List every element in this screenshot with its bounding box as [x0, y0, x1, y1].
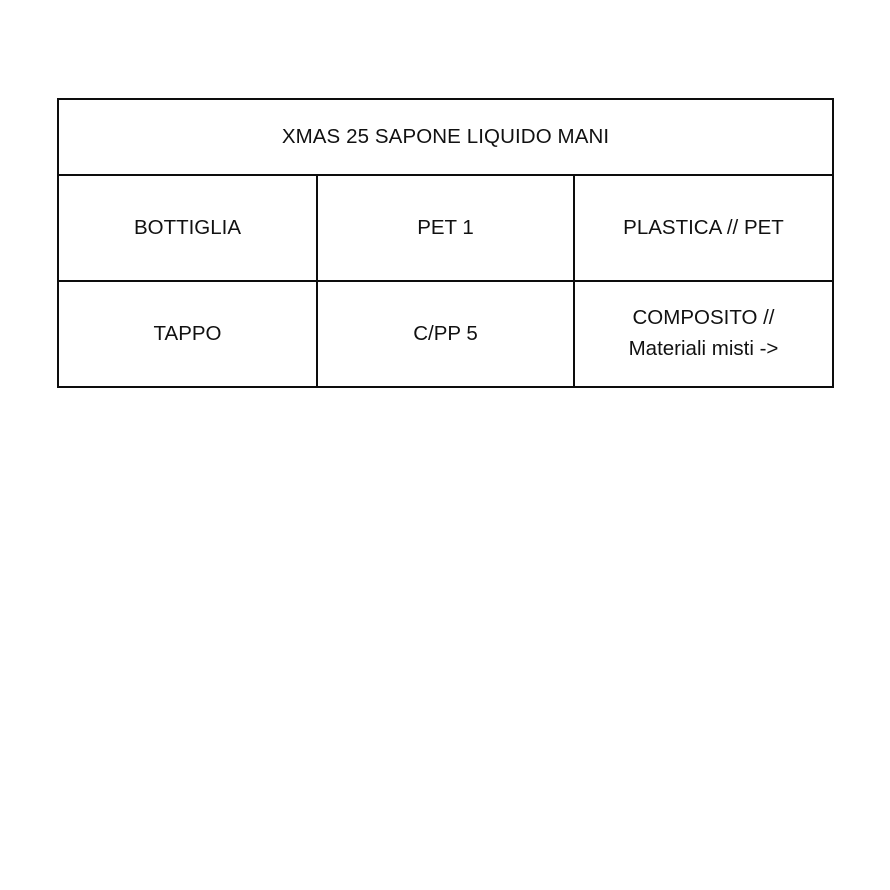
disposal-instruction-line1: PLASTICA // PET [623, 215, 784, 239]
disposal-instruction-line1: COMPOSITO // [632, 306, 775, 330]
disposal-instruction-line2: Materiali misti -> [628, 337, 779, 360]
table-row [58, 175, 833, 281]
material-code: C/PP 5 [317, 281, 574, 387]
product-title: XMAS 25 SAPONE LIQUIDO MANI [58, 99, 833, 175]
component-name: TAPPO [58, 281, 317, 387]
material-code: PET 1 [317, 175, 574, 281]
table-row-title [58, 99, 833, 175]
disposal-instruction [574, 281, 833, 387]
disposal-instruction [574, 175, 833, 281]
packaging-label-table [57, 98, 834, 388]
component-name: BOTTIGLIA [58, 175, 317, 281]
table-row [58, 281, 833, 387]
recycling-label-sheet [57, 98, 832, 388]
